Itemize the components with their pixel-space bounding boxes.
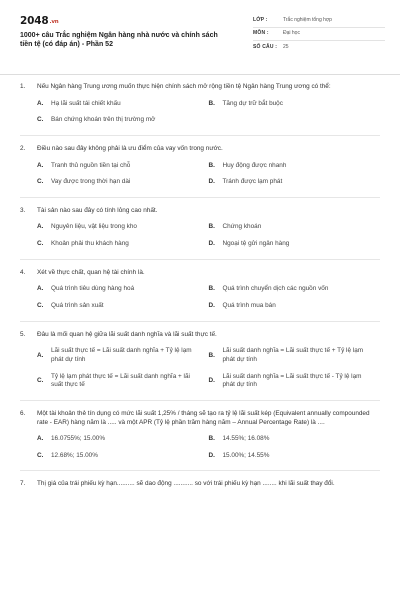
answer-option[interactable]	[209, 302, 381, 311]
question-text: Điều nào sau đây không phải là ưu điểm của vay vốn trong nước.	[37, 144, 223, 152]
option-text: Tranh thủ nguồn tiền tại chỗ	[51, 161, 131, 169]
question-number: 7.	[20, 480, 26, 488]
logo-text: 2048	[20, 15, 49, 27]
answer-option[interactable]	[209, 240, 381, 249]
option-letter: A.	[37, 435, 44, 443]
question-stem	[20, 145, 380, 154]
option-letter: C.	[37, 376, 44, 384]
question-item	[20, 480, 380, 495]
option-letter: B.	[208, 99, 215, 107]
answer-option[interactable]	[209, 285, 381, 294]
question-stem	[20, 331, 380, 340]
question-stem	[20, 83, 380, 92]
meta-value: 25	[283, 44, 289, 51]
question-item	[20, 145, 380, 198]
answer-options	[20, 347, 380, 398]
option-text: Quá trình tiêu dùng hàng hoá	[51, 285, 135, 293]
question-number: 3.	[20, 206, 26, 214]
option-text: Tránh được lạm phát	[222, 178, 283, 186]
option-text: Tăng dự trữ bắt buộc	[222, 99, 283, 107]
option-letter: A.	[37, 99, 44, 107]
option-text: Quá trình chuyển dịch các nguồn vốn	[222, 285, 329, 293]
question-item	[20, 410, 380, 472]
option-letter: B.	[208, 223, 215, 231]
answer-option[interactable]	[209, 162, 381, 171]
option-text: 15.00%; 14.55%	[222, 451, 270, 459]
option-letter: A.	[37, 285, 44, 293]
answer-option[interactable]	[37, 452, 209, 461]
answer-option[interactable]	[37, 100, 209, 109]
meta-row	[253, 41, 385, 55]
answer-option[interactable]	[37, 285, 209, 294]
question-text: Tài sản nào sau đây có tính lỏng cao nhất.	[37, 206, 158, 214]
option-text: Huy động được nhanh	[222, 161, 287, 169]
option-text: Bán chứng khoán trên thị trường mở	[51, 116, 156, 124]
meta-key: SỐ CÂU :	[253, 44, 278, 51]
question-text: Một tài khoản thẻ tín dụng có mức lãi suất 1,25% / tháng sẽ tạo ra tỷ lệ lãi suất kép (Equivalent annually compounded rate - EAR) hàng năm là ..... và một APR (Tỷ lệ phần trăm hàng năm – Annual Percentage Rate) là ....	[37, 409, 370, 426]
question-text: Xét về thực chất, quan hệ tài chính là.	[37, 268, 145, 276]
answer-option[interactable]	[37, 116, 209, 125]
question-number: 2.	[20, 144, 26, 152]
answer-option[interactable]	[209, 178, 381, 187]
meta-value: Trắc nghiệm tổng hợp	[283, 16, 332, 23]
question-text: Đâu là mối quan hệ giữa lãi suất danh nghĩa và lãi suất thực tế.	[37, 330, 217, 338]
option-text: Vay được trong thời hạn dài	[51, 178, 131, 186]
option-letter: C.	[37, 178, 44, 186]
question-divider	[20, 400, 380, 401]
question-number: 1.	[20, 83, 26, 90]
answer-option[interactable]	[209, 347, 381, 364]
question-item	[20, 331, 380, 401]
answer-options	[20, 100, 380, 133]
answer-option[interactable]	[209, 452, 381, 461]
answer-option[interactable]	[37, 178, 209, 187]
meta-table	[253, 14, 385, 55]
meta-row	[253, 14, 385, 28]
logo-suffix: .vn	[49, 19, 59, 25]
option-letter: C.	[37, 451, 44, 459]
option-text: Khoản phải thu khách hàng	[51, 240, 129, 248]
option-letter: D.	[208, 302, 215, 310]
question-stem	[20, 269, 380, 278]
option-letter: B.	[208, 161, 215, 169]
answer-option[interactable]	[37, 302, 209, 311]
option-text: 16.0755%; 15.00%	[51, 435, 106, 443]
question-text: Nếu Ngân hàng Trung ương muốn thực hiện chính sách mở rộng tiền tệ Ngân hàng Trung ương có thể:	[37, 83, 331, 90]
answer-option[interactable]	[209, 435, 381, 444]
question-stem	[20, 480, 380, 489]
option-letter: D.	[208, 240, 215, 248]
answer-option[interactable]	[37, 435, 209, 444]
question-divider	[20, 470, 380, 471]
option-letter: A.	[37, 161, 44, 169]
answer-options	[20, 223, 380, 256]
option-letter: C.	[37, 116, 44, 124]
answer-options	[20, 435, 380, 468]
question-number: 6.	[20, 409, 26, 417]
option-letter: B.	[208, 435, 215, 443]
meta-key: LỚP :	[253, 16, 268, 23]
header-divider	[0, 74, 400, 75]
option-text: Nguyên liệu, vật liệu trong kho	[51, 223, 137, 231]
option-text: Hạ lãi suất tái chiết khấu	[51, 99, 121, 107]
question-list	[20, 83, 380, 495]
option-text: Quá trình mua bán	[222, 302, 276, 310]
option-text: 14.55%; 16.08%	[222, 435, 270, 443]
option-letter: A.	[37, 351, 44, 359]
question-divider	[20, 197, 380, 198]
option-letter: D.	[208, 376, 215, 384]
answer-option[interactable]	[37, 347, 209, 364]
option-text: 12.68%; 15.00%	[51, 451, 98, 459]
question-item	[20, 83, 380, 136]
answer-option[interactable]	[37, 240, 209, 249]
question-text: Thị giá của trái phiếu kỳ hạn.......... sẽ dao động ........... so với trái phiếu kỳ hạn ........ khi lãi suất thay đổi.	[37, 480, 335, 488]
meta-value: Đại học	[283, 30, 300, 37]
question-stem	[20, 207, 380, 216]
option-letter: A.	[37, 223, 44, 231]
option-letter: B.	[208, 285, 215, 293]
question-divider	[20, 135, 380, 136]
option-letter: B.	[208, 351, 215, 359]
page-title: 1000+ câu Trắc nghiệm Ngân hàng nhà nước và chính sách tiền tệ (có đáp án) - Phần 52	[20, 32, 218, 49]
spacer	[20, 489, 380, 495]
option-text: Lãi suất thực tế = Lãi suất danh nghĩa + Tỷ lệ lạm phát dự tính	[51, 347, 192, 363]
answer-option[interactable]	[37, 223, 209, 232]
option-letter: D.	[208, 178, 215, 186]
option-text: Ngoại tệ gửi ngân hàng	[222, 240, 290, 248]
option-text: Chứng khoán	[222, 223, 262, 231]
option-text: Quá trình sản xuất	[51, 302, 104, 310]
question-item	[20, 269, 380, 322]
question-item	[20, 207, 380, 260]
option-text: Tỷ lệ lạm phát thực tế = Lãi suất danh nghĩa + lãi suất thực tế	[51, 372, 190, 389]
question-number: 5.	[20, 330, 26, 338]
answer-options	[20, 162, 380, 195]
meta-key: MÔN :	[253, 30, 269, 37]
option-text: Lãi suất danh nghĩa = Lãi suất thực tế - Tỷ lệ lạm phát dự tính	[222, 372, 362, 389]
question-stem	[20, 410, 380, 427]
answer-option[interactable]	[209, 373, 381, 390]
question-divider	[20, 321, 380, 322]
answer-option[interactable]	[37, 373, 209, 390]
answer-options	[20, 285, 380, 318]
question-number: 4.	[20, 268, 26, 276]
option-letter: D.	[208, 451, 215, 459]
question-divider	[20, 259, 380, 260]
answer-option[interactable]	[209, 223, 381, 232]
meta-row	[253, 28, 385, 42]
page-header	[0, 0, 400, 68]
answer-option[interactable]	[37, 162, 209, 171]
answer-option[interactable]	[209, 100, 381, 109]
option-text: Lãi suất danh nghĩa = Lãi suất thực tế + Tỷ lệ lạm phát dự tính	[222, 347, 364, 363]
option-letter: C.	[37, 240, 44, 248]
option-letter: C.	[37, 302, 44, 310]
